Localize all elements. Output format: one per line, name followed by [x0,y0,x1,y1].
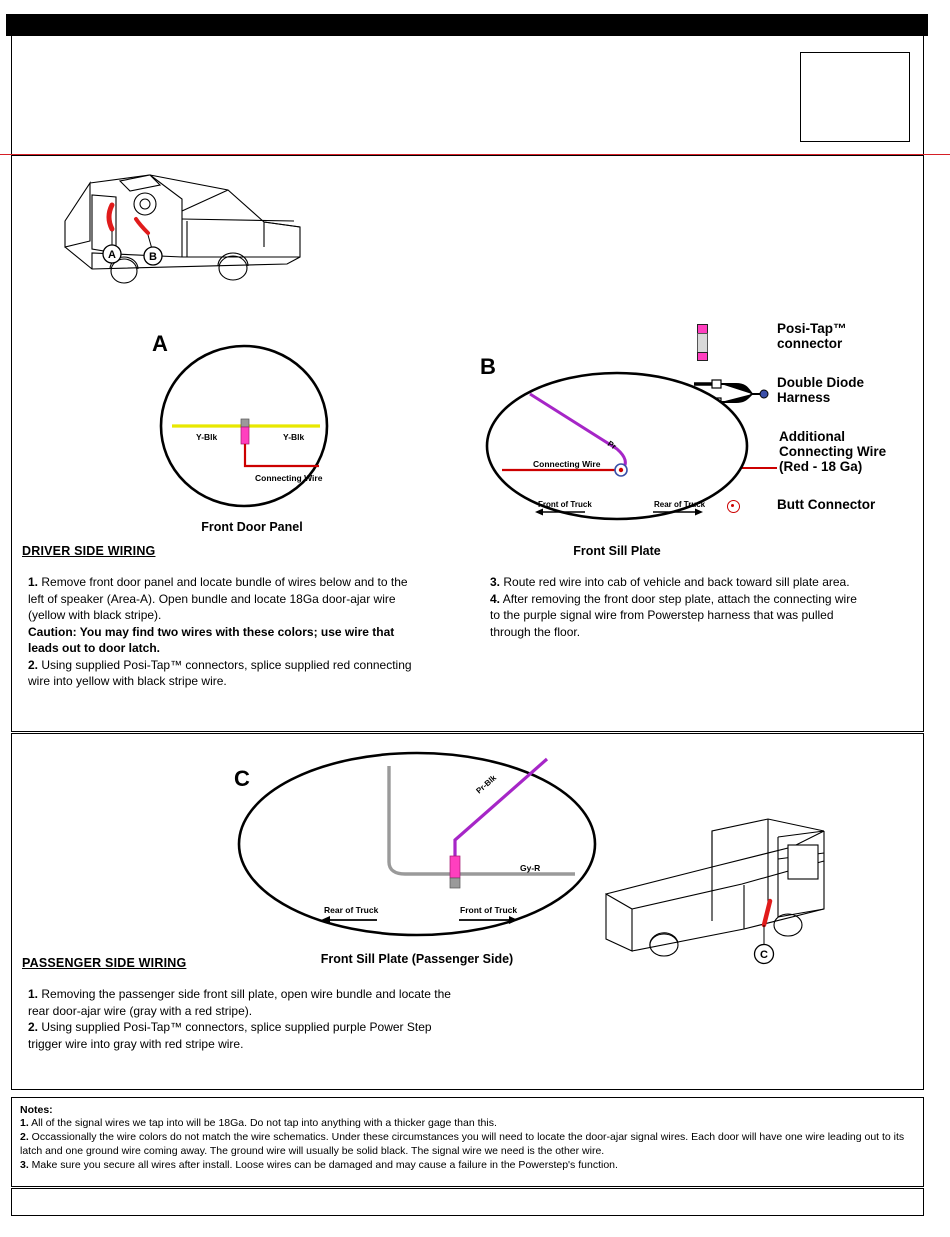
step-3-num: 3. [490,575,501,589]
pass-step-2-num: 2. [28,1020,39,1034]
passenger-side-steps [28,986,458,1052]
legend-butt-line1: Butt Connector [777,497,876,512]
step-1-text: Remove front door panel and locate bundle of wires below and to the left of speaker (Area-A). Open bundle and locate 18Ga door-ajar wire (yellow with black stripe). [28,575,408,622]
detail-c-caption: Front Sill Plate (Passenger Side) [320,952,514,966]
svg-text:Connecting Wire: Connecting Wire [533,459,601,469]
footer-box [11,1188,924,1216]
detail-a-caption: Front Door Panel [201,520,303,534]
svg-text:Pr-Blk: Pr-Blk [474,773,499,796]
step-4-num: 4. [490,591,501,606]
legend-wire-line3: (Red - 18 Ga) [779,459,863,474]
detail-c-letter: C [234,766,250,791]
legend-posi-tap-line1: Posi-Tap™ [777,321,847,336]
legend-diode-line1: Double Diode [777,375,864,390]
truck-illustration-passenger [592,799,882,979]
svg-text:Rear of Truck: Rear of Truck [654,500,706,509]
step-1-num: 1. [28,575,39,589]
header-panel [11,36,924,155]
step-2-num: 2. [28,657,39,672]
note-1-text: All of the signal wires we tap into will be 18Ga. Do not tap into anything with a thicker gage than this. [28,1117,497,1129]
driver-side-steps-right [490,574,865,640]
svg-text:Gy-R: Gy-R [520,863,541,873]
detail-c-diagram [227,744,607,954]
step-3-text: Route red wire into cab of vehicle and back toward sill plate area. [500,575,850,589]
detail-b-diagram [477,364,757,554]
svg-text:Y-Blk: Y-Blk [196,432,218,442]
detail-b-caption: Front Sill Plate [573,544,661,558]
note-2-num: 2. [20,1131,29,1143]
svg-text:Pr: Pr [605,439,618,452]
legend-wire-line2: Connecting Wire [779,444,887,459]
passenger-side-heading: PASSENGER SIDE WIRING [22,956,187,970]
svg-text:Front of Truck: Front of Truck [538,500,592,509]
note-2-text: Occassionally the wire colors do not match the wire schematics. Under these circumstances you will need to locate the door-ajar signal wires. Each door will have one wire leading out to its latch and one ground wire coming away. The ground wire will usually be solid black. The signal wire we need is the other wire. [20,1131,905,1157]
driver-side-section [11,155,924,732]
posi-tap-icon [697,324,708,360]
header-black-bar [6,14,928,36]
svg-text:Connecting Wire: Connecting Wire [255,473,323,483]
notes-title: Notes: [20,1104,53,1116]
note-3 [20,1158,915,1172]
driver-side-steps [28,574,423,690]
pass-step-2-text: Using supplied Posi-Tap™ connectors, splice supplied purple Power Step trigger wire into gray with red stripe wire. [28,1020,432,1051]
note-2 [20,1130,915,1158]
note-3-num: 3. [20,1159,29,1171]
legend-wire-line1: Additional [779,429,845,444]
note-1 [20,1116,915,1130]
legend-item-posi-tap [697,321,927,363]
detail-a-letter: A [152,331,168,356]
driver-side-heading: DRIVER SIDE WIRING [22,544,156,558]
logo-placeholder-box [800,52,910,142]
svg-text:Y-Blk: Y-Blk [283,432,305,442]
svg-text:C: C [760,949,768,961]
svg-text:A: A [108,249,116,261]
note-3-text: Make sure you secure all wires after install. Loose wires can be damaged and may cause a failure in the Powerstep's function. [28,1159,618,1171]
step-4-text: After removing the front door step plate, attach the connecting wire to the purple signal wire from Powerstep harness that was pulled through the floor. [490,591,857,639]
svg-text:Front of Truck: Front of Truck [460,905,518,915]
legend-diode-line2: Harness [777,390,831,405]
detail-b-letter: B [480,354,496,379]
svg-text:B: B [149,251,157,263]
svg-text:Rear of Truck: Rear of Truck [324,905,379,915]
detail-a-diagram [152,341,347,531]
notes-section [11,1097,924,1187]
step-caution-text: Caution: You may find two wires with these colors; use wire that leads out to door latch. [28,624,395,655]
truck-illustration-driver [32,161,322,291]
passenger-side-section [11,733,924,1090]
pass-step-1-text: Removing the passenger side front sill plate, open wire bundle and locate the rear door-ajar wire (gray with a red stripe). [28,987,451,1018]
pass-step-1-num: 1. [28,987,39,1001]
note-1-num: 1. [20,1117,29,1129]
legend-posi-tap-line2: connector [777,336,843,351]
step-2-text: Using supplied Posi-Tap™ connectors, splice supplied red connecting wire into yellow with black stripe wire. [28,657,412,688]
